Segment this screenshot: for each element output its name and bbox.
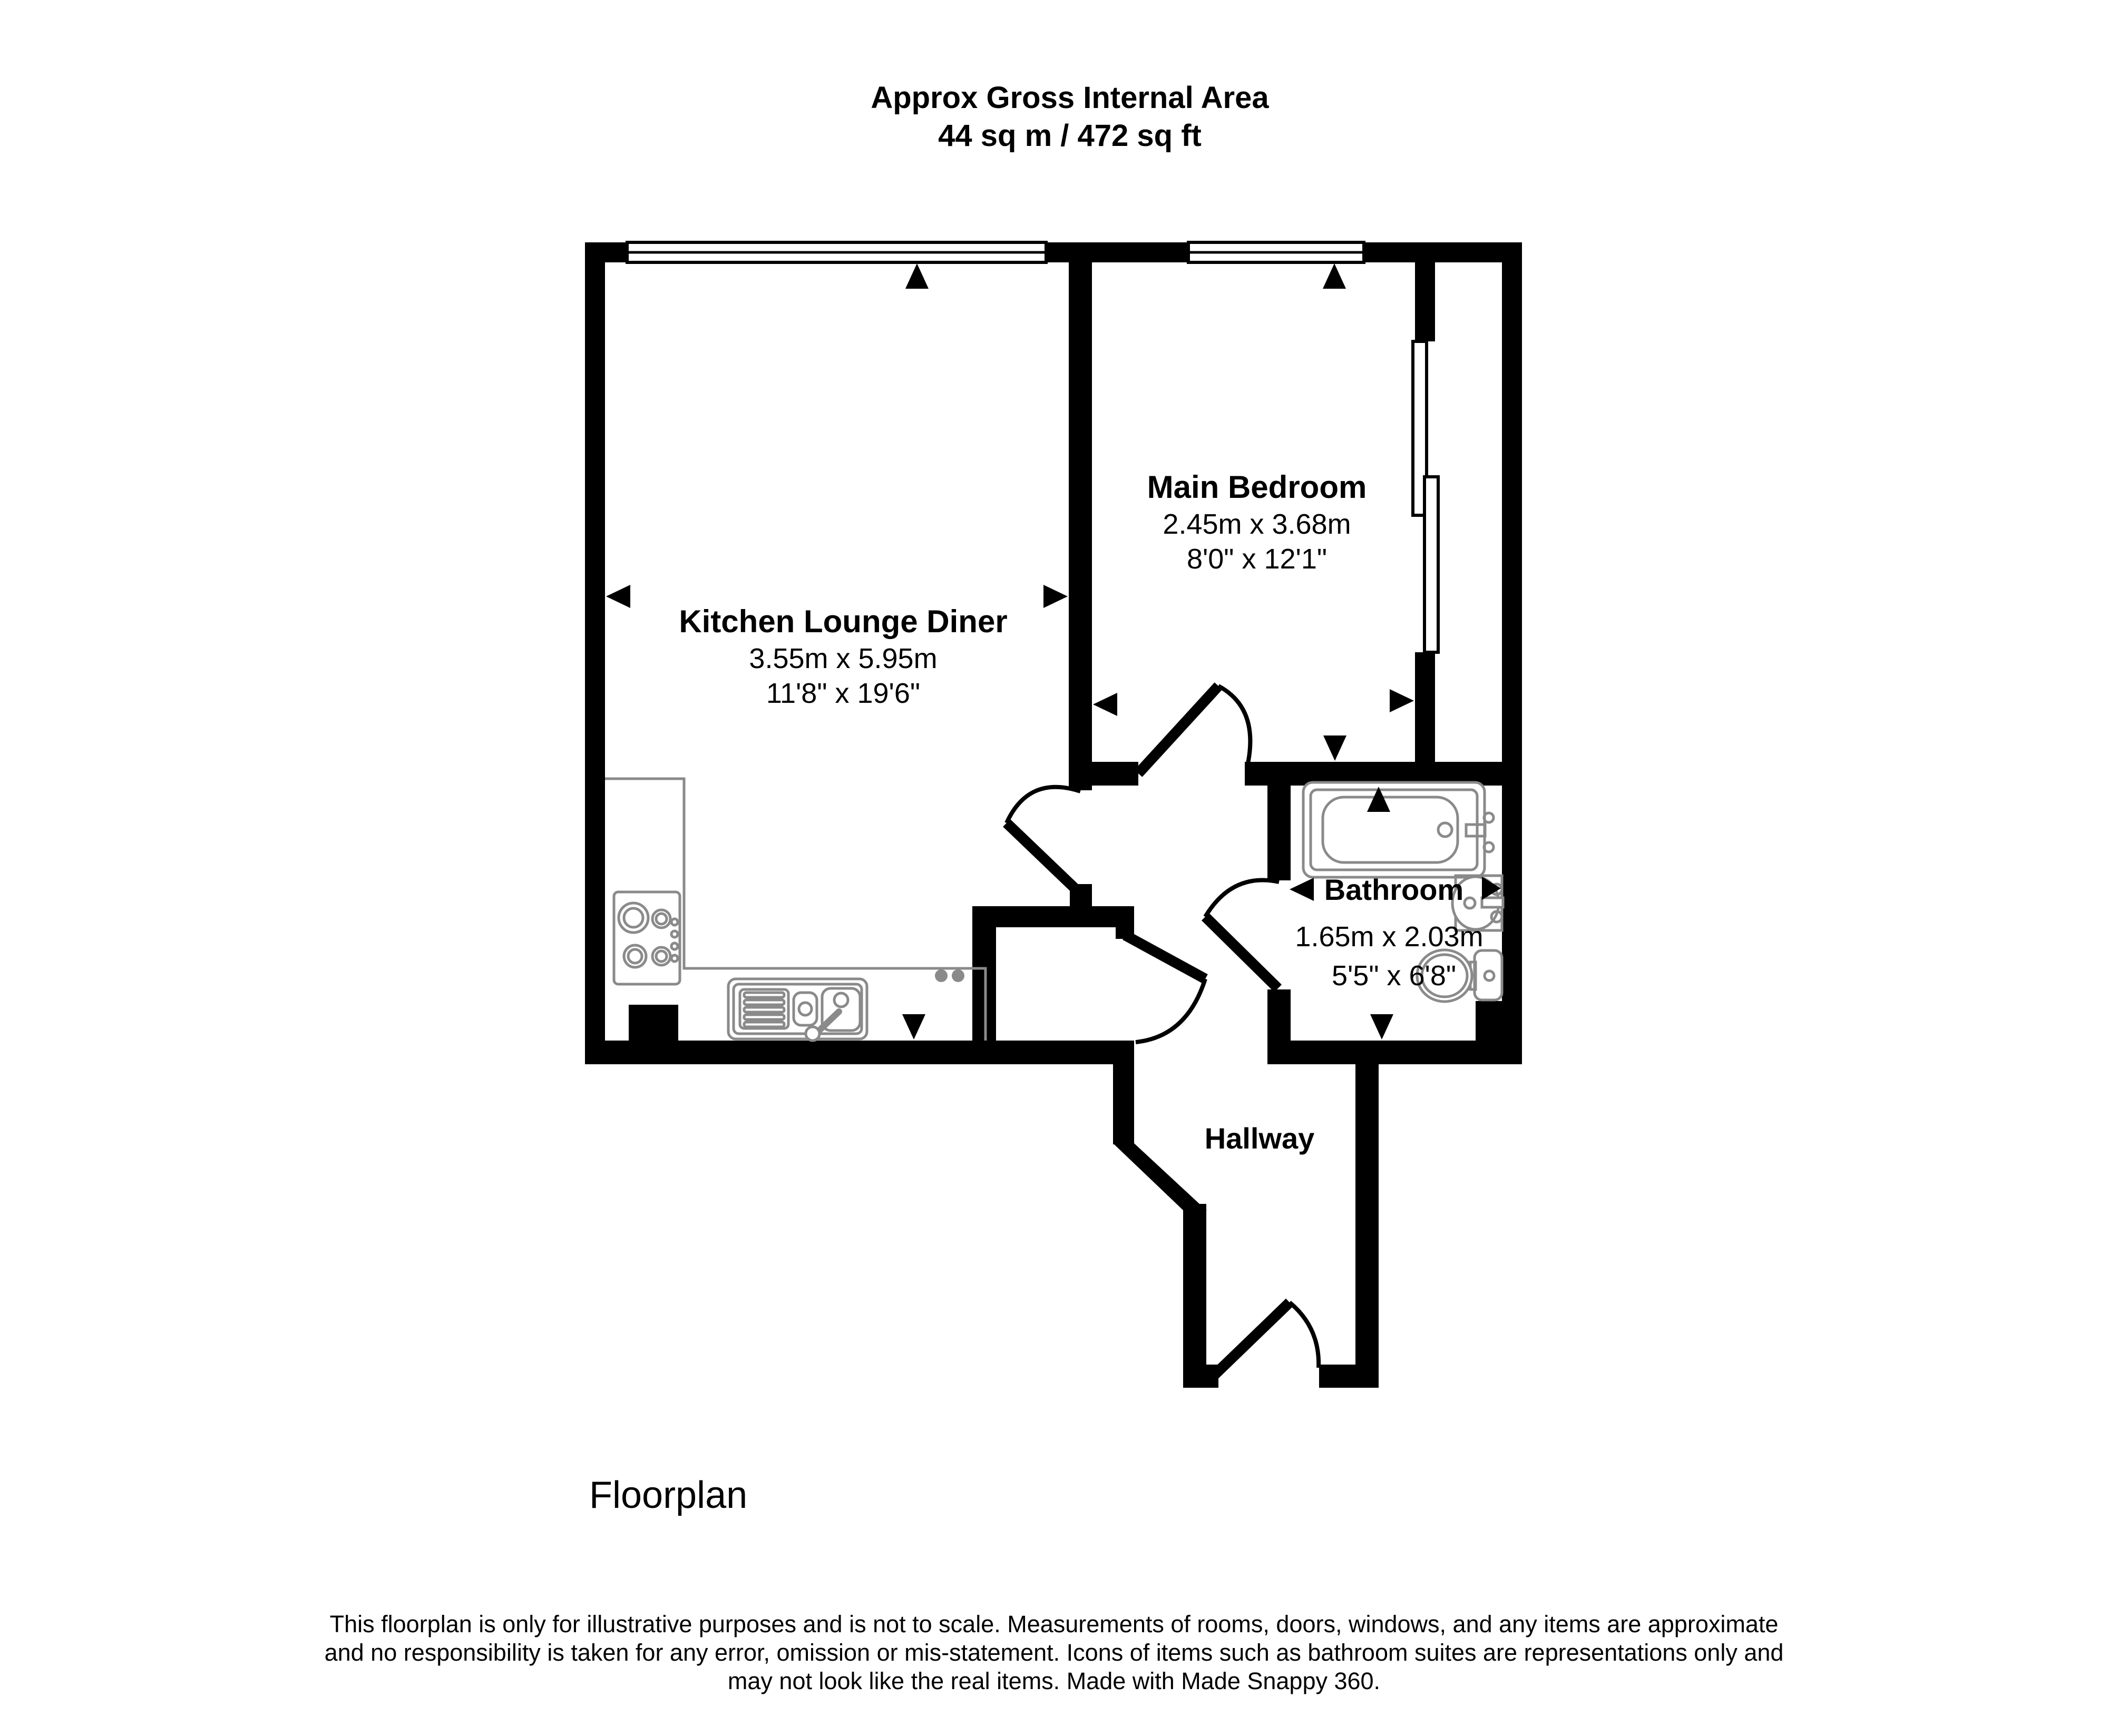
kitchen-name: Kitchen Lounge Diner (679, 604, 1008, 639)
hallway-label: Hallway (1204, 1122, 1315, 1155)
kitchen-size-imperial: 11'8" x 19'6" (766, 678, 921, 709)
wall-hallway-bottom-left (1183, 1365, 1218, 1388)
wall-kitchen-pillar (629, 1005, 678, 1042)
bedroom-arrow-left (1093, 693, 1117, 716)
bathroom-size-metric: 1.65m x 2.03m (1295, 921, 1484, 953)
wall-hallway-right (1355, 1064, 1379, 1388)
bedroom-window (1188, 242, 1364, 262)
bath-tub (1303, 782, 1494, 877)
wall-bedroom-bottom-left (1069, 762, 1138, 786)
wall-bathroom-left-top (1267, 786, 1291, 880)
wall-bottom-bathroom (1267, 1041, 1522, 1064)
header-title-line1: Approx Gross Internal Area (871, 81, 1269, 115)
wall-hallway-left-upper (1113, 1064, 1134, 1144)
bedroom-size-imperial: 8'0" x 12'1" (1186, 543, 1328, 575)
wall-bottom-kitchen (585, 1041, 1134, 1064)
bedroom-arrow-down (1323, 735, 1346, 761)
kitchen-size-metric: 3.55m x 5.95m (749, 643, 938, 674)
counter-dot (952, 969, 964, 982)
bedroom-label (1147, 469, 1367, 575)
disclaimer-line2: and no responsibility is taken for any error, omission or mis-statement. Icons of items such as bathroom suites are representations only and (324, 1639, 1784, 1666)
disclaimer-line1: This floorplan is only for illustrative purposes and is not to scale. Measurements of rooms, doors, windows, and any items are approximate (329, 1611, 1779, 1637)
bedroom-sliding-window (1413, 341, 1438, 652)
header-title-line2: 44 sq m / 472 sq ft (938, 119, 1202, 153)
cupboard-door (1125, 935, 1205, 1042)
wall-left (585, 242, 605, 1064)
disclaimer (325, 1611, 1784, 1694)
wall-bathroom-corner-pillar (1476, 1001, 1522, 1043)
kitchen-arrow-down (902, 1014, 925, 1039)
bathroom-size-imperial: 5'5" x 6'8" (1331, 960, 1457, 992)
counter-dot (935, 969, 948, 982)
kitchen-window (627, 242, 1046, 262)
bathroom-name: Bathroom (1324, 873, 1464, 906)
wall-bathroom-left-bottom (1267, 989, 1291, 1042)
wall-hallway-left-lower (1183, 1204, 1206, 1388)
kitchen-arrow-left (606, 585, 630, 608)
kitchen-hob (614, 892, 680, 984)
kitchen-label (679, 604, 1007, 709)
kitchen-door (1007, 787, 1081, 895)
bathroom-label (1295, 873, 1483, 992)
floorplan-caption: Floorplan (589, 1474, 748, 1516)
bedroom-size-metric: 2.45m x 3.68m (1163, 508, 1351, 540)
disclaimer-line3: may not look like the real items. Made with Made Snappy 360. (727, 1668, 1381, 1694)
wall-cupboard-top (972, 906, 1134, 927)
kitchen-arrow-right (1043, 585, 1068, 608)
windows (627, 242, 1438, 652)
kitchen-sink (728, 979, 867, 1041)
bathroom-arrow-down (1370, 1014, 1393, 1039)
bathroom-arrow-left (1290, 878, 1314, 901)
wall-bedroom-right-bottom (1415, 652, 1435, 762)
kitchen-arrow-up (905, 263, 929, 289)
bedroom-door (1138, 686, 1250, 773)
bedroom-arrow-up (1323, 263, 1346, 289)
wall-right (1502, 242, 1522, 1064)
wall-hallway-diagonal (1113, 1143, 1207, 1211)
bathroom-door (1205, 880, 1279, 988)
wall-bedroom-right-top (1415, 262, 1435, 341)
bedroom-name: Main Bedroom (1147, 469, 1367, 505)
entrance-door (1213, 1302, 1319, 1376)
bedroom-arrow-right (1390, 689, 1414, 712)
wall-divider-kitchen-bedroom (1069, 242, 1092, 790)
